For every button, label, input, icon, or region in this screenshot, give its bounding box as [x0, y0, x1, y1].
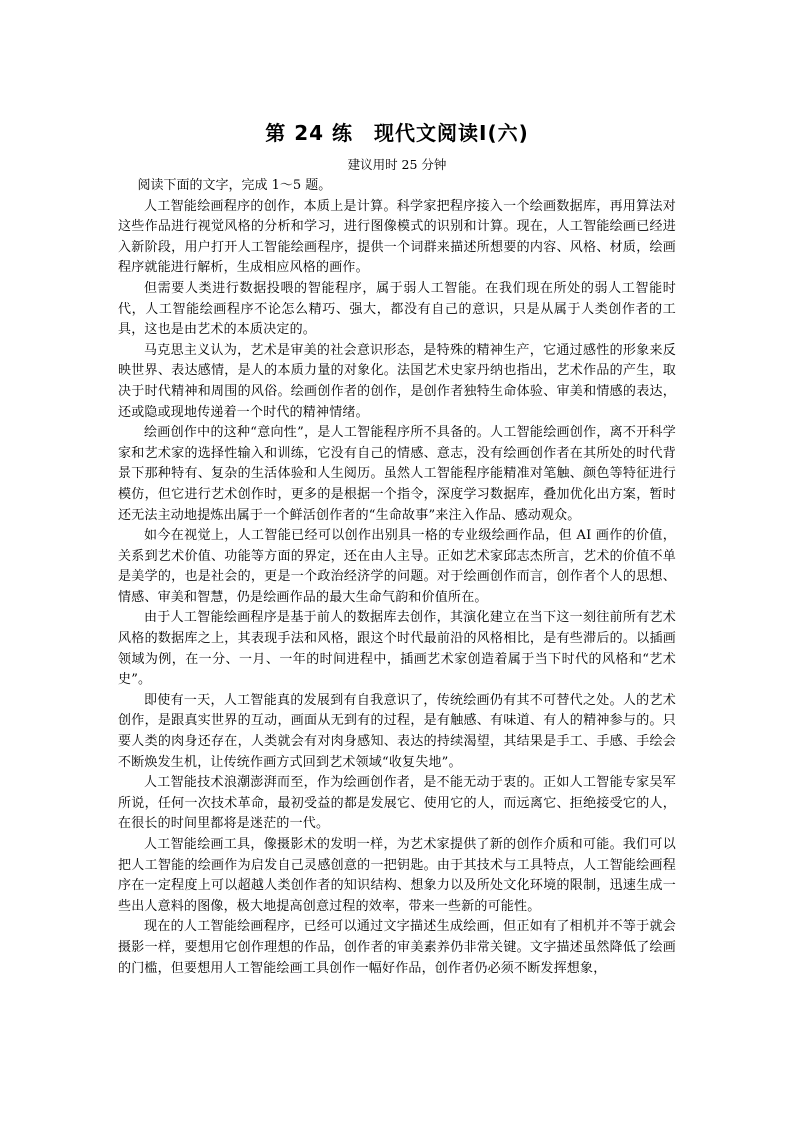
paragraph: 即使有一天，人工智能真的发展到有自我意识了，传统绘画仍有其不可替代之处。人的艺术创作，是跟真实世界的互动，画面从无到有的过程，是有触感、有味道、有人的精神参与的。只要人类的肉身还存在，人类就会有对肉身感知、表达的持续渴望，其结果是手工、手感、手绘会不断焕发生机，让传统作画方式回到艺术领域“收复失地”。	[118, 692, 676, 770]
article-body	[118, 197, 676, 980]
paragraph: 人工智能绘画工具，像摄影术的发明一样，为艺术家提供了新的创作介质和可能。我们可以把人工智能的绘画作为启发自己灵感创意的一把钥匙。由于其技术与工具特点，人工智能绘画程序在一定程度上可以超越人类创作者的知识结构、想象力以及所处文化环境的限制，迅速生成一些出人意料的图像，极大地提高创意过程的效率，带来一些新的可能性。	[118, 837, 676, 914]
document-page	[118, 120, 676, 979]
reading-instruction: 阅读下面的文字，完成 1～5 题。	[137, 178, 332, 193]
paragraph: 如今在视觉上，人工智能已经可以创作出别具一格的专业级绘画作品，但 AI 画作的价值，关系到艺术价值、功能等方面的界定，还在由人主导。正如艺术家邱志杰所言，艺术的价值不单是美学的，也是社会的，更是一个政治经济学的问题。对于绘画创作而言，创作者个人的思想、情感、审美和智慧，仍是绘画作品的最大生命气韵和价值所在。	[118, 528, 676, 605]
paragraph: 人工智能技术浪潮澎湃而至，作为绘画创作者，是不能无动于衷的。正如人工智能专家吴军所说，任何一次技术革命，最初受益的都是发展它、使用它的人，而远离它、拒绝接受它的人，在很长的时间里都将是迷茫的一代。	[118, 775, 676, 832]
page-title: 第 24 练 现代文阅读Ⅰ(六)	[265, 121, 529, 145]
paragraph: 但需要人类进行数据投喂的智能程序，属于弱人工智能。在我们现在所处的弱人工智能时代，人工智能绘画程序不论怎么精巧、强大，都没有自己的意识，只是从属于人类创作者的工具，这也是由艺术的本质决定的。	[118, 280, 676, 338]
paragraph: 马克思主义认为，艺术是审美的社会意识形态，是特殊的精神生产，它通过感性的形象来反映世界、表达感情，是人的本质力量的对象化。法国艺术史家丹纳也指出，艺术作品的产生，取决于时代精神和周围的风俗。绘画创作者的创作，是创作者独特生命体验、审美和情感的表达，还或隐或现地传递着一个时代的精神情绪。	[118, 342, 676, 420]
paragraph: 由于人工智能绘画程序是基于前人的数据库去创作，其演化建立在当下这一刻往前所有艺术风格的数据库之上，其表现手法和风格，跟这个时代最前沿的风格相比，是有些滞后的。以插画领域为例，在一分、一月、一年的时间进程中，插画艺术家创造着属于当下时代的风格和“艺术史”。	[118, 610, 676, 688]
suggested-time: 建议用时 25 分钟	[347, 157, 447, 172]
paragraph: 人工智能绘画程序的创作，本质上是计算。科学家把程序接入一个绘画数据库，再用算法对这些作品进行视觉风格的分析和学习，进行图像模式的识别和计算。现在，人工智能绘画已经进入新阶段，用户打开人工智能绘画程序，提供一个词群来描述所想要的内容、风格、材质，绘画程序就能进行解析，生成相应风格的画作。	[118, 198, 676, 276]
paragraph: 绘画创作中的这种“意向性”，是人工智能程序所不具备的。人工智能绘画创作，离不开科学家和艺术家的选择性输入和训练，它没有自己的情感、意志，没有绘画创作者在其所处的时代背景下那种特有、复杂的生活体验和人生阅历。虽然人工智能程序能精准对笔触、颜色等特征进行模仿，但它进行艺术创作时，更多的是根据一个指令，深度学习数据库，叠加优化出方案，暂时还无法主动地提炼出属于一个鲜活创作者的“生命故事”来注入作品、感动观众。	[118, 425, 676, 523]
paragraph: 现在的人工智能绘画程序，已经可以通过文字描述生成绘画，但正如有了相机并不等于就会摄影一样，要想用它创作理想的作品，创作者的审美素养仍非常关键。文字描述虽然降低了绘画的门槛，但要想用人工智能绘画工具创作一幅好作品，创作者仍必须不断发挥想象，	[118, 919, 676, 976]
